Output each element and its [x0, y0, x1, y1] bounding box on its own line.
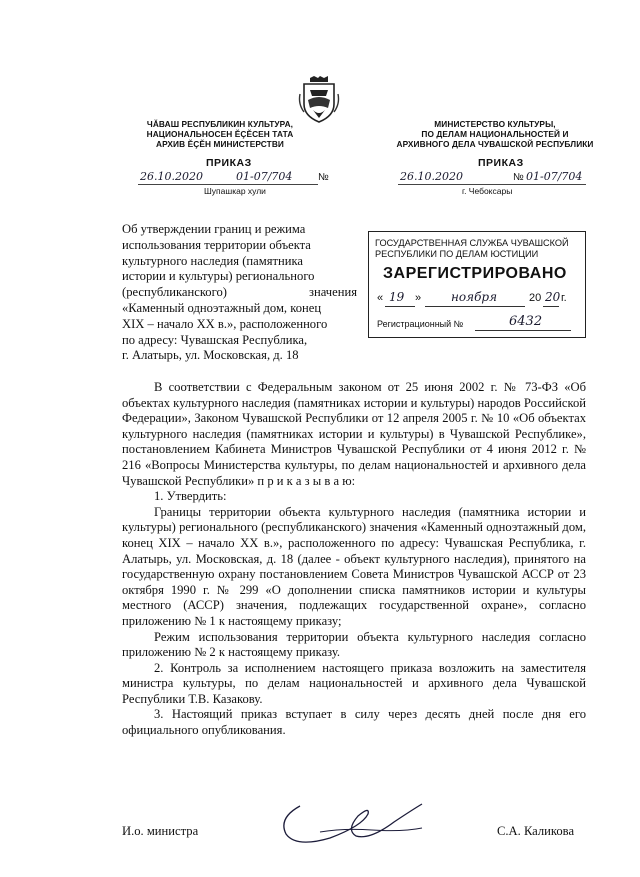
- stamp-year-suffix: 20: [545, 290, 561, 304]
- underline-right: [398, 184, 586, 185]
- paragraph-boundaries: Границы территории объекта культурного наследия (памятника истории и культуры) регионального (республиканского) значения «Каменный одноэтажный дом, конец XIX – начало XX в.», расположенного по адресу: Чувашская Республика, г. Алатырь, ул. Московская, д. 18 (далее - объект культурного наследия), принятого на государственную охрану постановлением Совета Министров Чувашской АССР от 23 октября 1990 г. № 299 «О дополнении списка памятников истории и культуры местного (АССР) значения, подлежащих государственной охране», согласно приложению № 1 к настоящему приказу;: [122, 504, 586, 628]
- header-left: [125, 119, 315, 149]
- stamp-quote-close: »: [415, 292, 422, 304]
- document-title: [122, 222, 357, 364]
- paragraph-control: 2. Контроль за исполнением настоящего приказа возложить на заместителя министра культуры, по делам национальностей и архивного дела Чувашской Республики Т.В. Казакову.: [122, 660, 586, 706]
- stamp-line-1: ГОСУДАРСТВЕННАЯ СЛУЖБА ЧУВАШСКОЙ: [375, 238, 569, 248]
- stamp-reg-number: 6432: [509, 314, 543, 329]
- order-date-left: 26.10.2020: [140, 170, 203, 183]
- header-right-line-1: МИНИСТЕРСТВО КУЛЬТУРЫ,: [434, 119, 556, 129]
- paragraph-effect: 3. Настоящий приказ вступает в силу через десять дней после дня его официального опубликования.: [122, 707, 586, 738]
- title-line: «Каменный одноэтажный дом, конец: [122, 300, 322, 315]
- title-line: Об утверждении границ и режима: [122, 222, 306, 236]
- paragraph-preamble: В соответствии с Федеральным законом от 25 июня 2002 г. № 73-ФЗ «Об объектах культурного наследия (памятниках истории и культуры) народов Российской Федерации», Законом Чувашской Республики от 12 апреля 2005 г. № 10 «Об объектах культурного наследия (памятниках истории и культуры) в Чувашской Республике», постановлением Кабинета Министров Чувашской Республики от 4 июня 2012 г. № 216 «Вопросы Министерства культуры, по делам национальностей и архивного дела Чувашской Республики» п р и к а з ы в а ю:: [122, 380, 586, 488]
- header-left-line-1: ЧĂВАШ РЕСПУБЛИКИН КУЛЬТУРА,: [146, 119, 294, 129]
- header-right-line-2: ПО ДЕЛАМ НАЦИОНАЛЬНОСТЕЙ И: [421, 129, 569, 139]
- header-right: [390, 119, 600, 149]
- number-sign-left: №: [318, 172, 329, 183]
- header-right-line-3: АРХИВНОГО ДЕЛА ЧУВАШСКОЙ РЕСПУБЛИКИ: [396, 139, 594, 149]
- order-number-left: 01-07/704: [236, 170, 293, 183]
- title-line: по адресу: Чувашская Республика,: [122, 332, 308, 347]
- signatory-name: С.А. Каликова: [497, 824, 575, 838]
- stamp-year-prefix: 20: [529, 292, 542, 304]
- order-label-right: ПРИКАЗ: [478, 157, 524, 169]
- stamp-year-g: г.: [561, 292, 567, 304]
- document-body: [122, 380, 586, 739]
- title-line: значения: [309, 285, 357, 300]
- stamp-registered: ЗАРЕГИСТРИРОВАНО: [383, 265, 567, 282]
- stamp-reg-label: Регистрационный №: [377, 319, 464, 329]
- stamp-date-row: [377, 292, 577, 308]
- title-line: г. Алатырь, ул. Московская, д. 18: [122, 348, 299, 363]
- title-line: (республиканского): [122, 285, 227, 300]
- number-sign-right: №: [513, 172, 524, 183]
- title-line: истории и культуры) регионального: [122, 269, 315, 284]
- underline-left: [138, 184, 318, 185]
- title-line: использования территории объекта: [122, 237, 311, 252]
- signatory-position: И.о. министра: [122, 824, 199, 838]
- title-line: культурного наследия (памятника: [122, 253, 303, 268]
- order-label-left: ПРИКАЗ: [206, 157, 252, 169]
- handwritten-signature: [272, 792, 442, 852]
- city-left: Шупашкар хули: [204, 186, 266, 196]
- city-right: г. Чебоксары: [462, 186, 513, 196]
- chuvash-coat-of-arms-icon: [296, 74, 342, 124]
- stamp-line-2: РЕСПУБЛИКИ ПО ДЕЛАМ ЮСТИЦИИ: [375, 249, 539, 259]
- title-line-split: [122, 285, 357, 301]
- order-number-right: 01-07/704: [526, 170, 583, 183]
- stamp-month: ноября: [451, 290, 498, 304]
- registration-stamp: [368, 231, 586, 338]
- header-left-line-3: АРХИВ ĔÇĔН МИНИСТЕРСТВИ: [155, 139, 284, 149]
- paragraph-regime: Режим использования территории объекта культурного наследия согласно приложению № 2 к настоящему приказу.: [122, 629, 586, 660]
- title-line: XIX – начало XX в.», расположенного: [122, 316, 328, 331]
- paragraph-approve: 1. Утвердить:: [154, 489, 227, 504]
- stamp-day: 19: [389, 290, 405, 304]
- stamp-quote-open: «: [377, 292, 384, 304]
- header-left-line-2: НАЦИОНАЛЬНОСЕН ĔÇĔСЕН ТАТА: [146, 129, 294, 139]
- coat-of-arms: [296, 74, 342, 124]
- order-date-right: 26.10.2020: [400, 170, 463, 183]
